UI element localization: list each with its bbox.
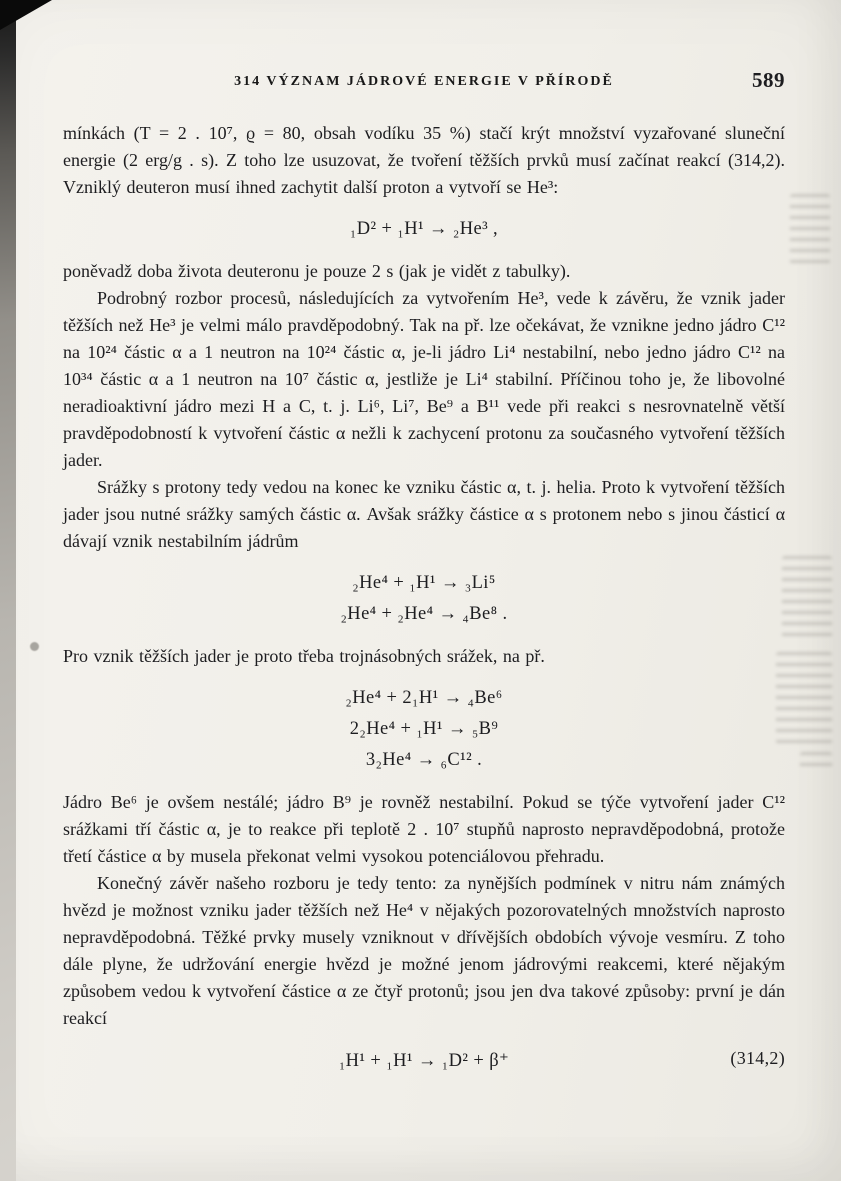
equation-deuteron: ₁D² + ₁H¹ → ₂He³ , <box>349 219 499 239</box>
running-head: 314 VÝZNAM JÁDROVÉ ENERGIE V PŘÍRODĚ <box>234 74 614 89</box>
ink-speck-artifact <box>30 642 39 651</box>
paragraph-conclusion: Konečný závěr našeho rozboru je tedy tento: za nynějších podmínek v nitru nám známých hvězd je možnost vzniku jader těžších než He⁴ v nějakých pozorovatelných množstvích naprosto nepravděpodobná. Těžké prvky musely vzniknout v dřívějších obdobích vývoje vesmíru. Z toho dále plyne, že udržování energie hvězd je možné jenom jádrovými reakcemi, které nějakým způsobem vedou k vytvoření částice α ze čtyř protonů; jsou jen dva takové způsoby: první je dán reakcí <box>63 873 785 1028</box>
paragraph-triple-collisions: Pro vznik těžších jader je proto třeba trojnásobných srážek, na př. <box>63 646 545 666</box>
show-through-artifact <box>800 752 832 774</box>
equation-pp-row <box>63 1048 785 1075</box>
paragraph-analysis: Podrobný rozbor procesů, následujících za vytvořením He³, vede k závěru, že vznik jader těžších než He³ je velmi málo pravděpodobný. Tak na př. lze očekávat, že vznikne jedno jádro C¹² na 10²⁴ částic α a 1 neutron na 10²⁴ částic α, je-li jádro Li⁴ nestabilní, nebo jedno jádro C¹² na 10³⁴ částic α a 1 neutron na 10⁷ částic α, jestliže je Li⁴ stabilní. Příčinou toho je, že libovolné neradioaktivní jádro mezi H a C, t. j. Li⁶, Li⁷, Be⁹ a B¹¹ vede při reakci s nesrovnatelně větší pravděpodobností k vytvoření částic α nežli k zachycení protonu za současného vytvoření těžších jader. <box>63 288 785 470</box>
equation-pp: ₁H¹ + ₁H¹ → ₁D² + β⁺ <box>338 1051 510 1071</box>
show-through-artifact <box>782 556 832 638</box>
page-header <box>63 68 785 94</box>
page-content <box>63 68 785 1075</box>
equation-triple-1: ₂He⁴ + 2₁H¹ → ₄Be⁶ <box>345 688 503 708</box>
show-through-artifact <box>790 194 830 264</box>
paragraph-collisions: Srážky s protony tedy vedou na konec ke vzniku částic α, t. j. helia. Proto k vytvoření těžších jader jsou nutné srážky samých částic α. Avšak srážky částice α s protonem nebo s jinou částicí α dávají vznik nestabilním jádrům <box>63 477 785 551</box>
equation-number: (314,2) <box>730 1048 785 1068</box>
paragraph-deuteron-life: poněvadž doba života deuteronu je pouze 2 s (jak je vidět z tabulky). <box>63 261 571 281</box>
equation-he-he-be: ₂He⁴ + ₂He⁴ → ₄Be⁸ . <box>340 604 508 624</box>
scan-corner-artifact <box>0 0 52 30</box>
paragraph-instability: Jádro Be⁶ je ovšem nestálé; jádro B⁹ je rovněž nestabilní. Pokud se týče vytvoření jader C¹² srážkami tří částic α, je to reakce při teplotě 2 . 10⁷ stupňů naprosto nepravděpodobná, protože třetí částice α by musela překonat velmi vysokou potenciálovou přehradu. <box>63 792 785 866</box>
equation-triple-2: 2₂He⁴ + ₁H¹ → ₅B⁹ <box>349 719 499 739</box>
paragraph-intro: mínkách (T = 2 . 10⁷, ϱ = 80, obsah vodíku 35 %) stačí krýt množství vyzařované sluneční energie (2 erg/g . s). Z toho lze usuzovat, že tvoření těžších prvků musí začínat reakcí (314,2). Vzniklý deuteron musí ihned zachytit další proton a vytvoří se He³: <box>63 123 785 197</box>
page-number: 589 <box>752 68 785 92</box>
equation-he-h-li: ₂He⁴ + ₁H¹ → ₃Li⁵ <box>352 573 496 593</box>
binding-shadow <box>0 0 16 1181</box>
equation-triple-3: 3₂He⁴ → ₆C¹² . <box>365 750 483 770</box>
